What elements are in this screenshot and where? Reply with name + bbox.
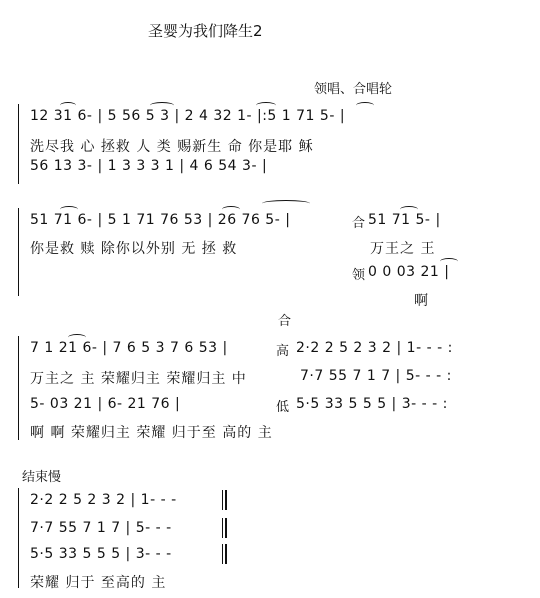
harmony-line: 56 13 3- | 1 3 3 3 1 | 4 6 54 3- | xyxy=(30,158,268,174)
slur xyxy=(60,206,78,213)
lyrics-line: 洗尽我 心 拯救 人 类 赐新生 命 你是耶 稣 xyxy=(30,139,314,155)
final-barline xyxy=(222,490,223,510)
final-barline-thick xyxy=(225,544,227,564)
low-line-b: 5·5 33 5 5 5 | 3- - - : xyxy=(296,396,448,412)
slur xyxy=(262,200,310,207)
section-label-lead-small: 领 xyxy=(352,268,366,283)
section-label-he: 合 xyxy=(352,216,366,231)
system-bracket xyxy=(18,336,19,440)
lead-lyric: 啊 xyxy=(414,293,429,309)
page-title: 圣婴为我们降生2 xyxy=(148,22,263,40)
melody-line-a: 7 1 21 6- | 7 6 5 3 7 6 53 | xyxy=(30,340,228,356)
middle-voice-line: 7·7 55 7 1 7 | 5- - - : xyxy=(300,368,452,384)
system-bracket xyxy=(18,208,19,296)
melody-line: 51 71 6- | 5 1 71 76 53 | 26 76 5- | xyxy=(30,212,291,228)
ending-row-2: 7·7 55 7 1 7 | 5- - - xyxy=(30,520,172,536)
ending-label: 结束慢 xyxy=(22,470,62,485)
register-label-high: 高 xyxy=(276,344,290,359)
slur xyxy=(356,102,374,109)
final-barline-thick xyxy=(225,518,227,538)
melody-line-end: 51 71 5- | xyxy=(368,212,441,228)
slur xyxy=(222,206,240,213)
low-lyrics-line: 啊 啊 荣耀归主 荣耀 归于至 高的 主 xyxy=(30,425,273,441)
ending-lyrics: 荣耀 归于 至高的 主 xyxy=(30,575,167,591)
final-barline-thick xyxy=(225,490,227,510)
section-label-he-mid: 合 xyxy=(278,314,292,329)
melody-line: 12 31 6- | 5 56 5 3 | 2 4 32 1- |:5 1 71 5- | xyxy=(30,108,346,124)
slur xyxy=(68,334,86,341)
slur xyxy=(60,102,76,109)
low-line-a: 5- 03 21 | 6- 21 76 | xyxy=(30,396,181,412)
section-label-lead: 领唱、合唱轮 xyxy=(314,82,393,97)
ending-row-1: 2·2 2 5 2 3 2 | 1- - - xyxy=(30,492,177,508)
slur xyxy=(150,102,174,109)
slur xyxy=(440,258,458,265)
final-barline xyxy=(222,544,223,564)
system-bracket xyxy=(18,104,19,184)
lyrics-line: 万主之 主 荣耀归主 荣耀归主 中 xyxy=(30,371,247,387)
lead-line: 0 0 03 21 | xyxy=(368,264,450,280)
final-barline xyxy=(222,518,223,538)
lyrics-line: 你是救 赎 除你以外别 无 拯 救 xyxy=(30,241,238,257)
lyrics-line-end: 万王之 王 xyxy=(370,241,436,257)
system-bracket xyxy=(18,488,19,588)
ending-row-3: 5·5 33 5 5 5 | 3- - - xyxy=(30,546,172,562)
slur xyxy=(256,102,276,109)
slur xyxy=(400,206,418,213)
melody-line-b: 2·2 2 5 2 3 2 | 1- - - : xyxy=(296,340,453,356)
register-label-low: 低 xyxy=(276,400,290,415)
